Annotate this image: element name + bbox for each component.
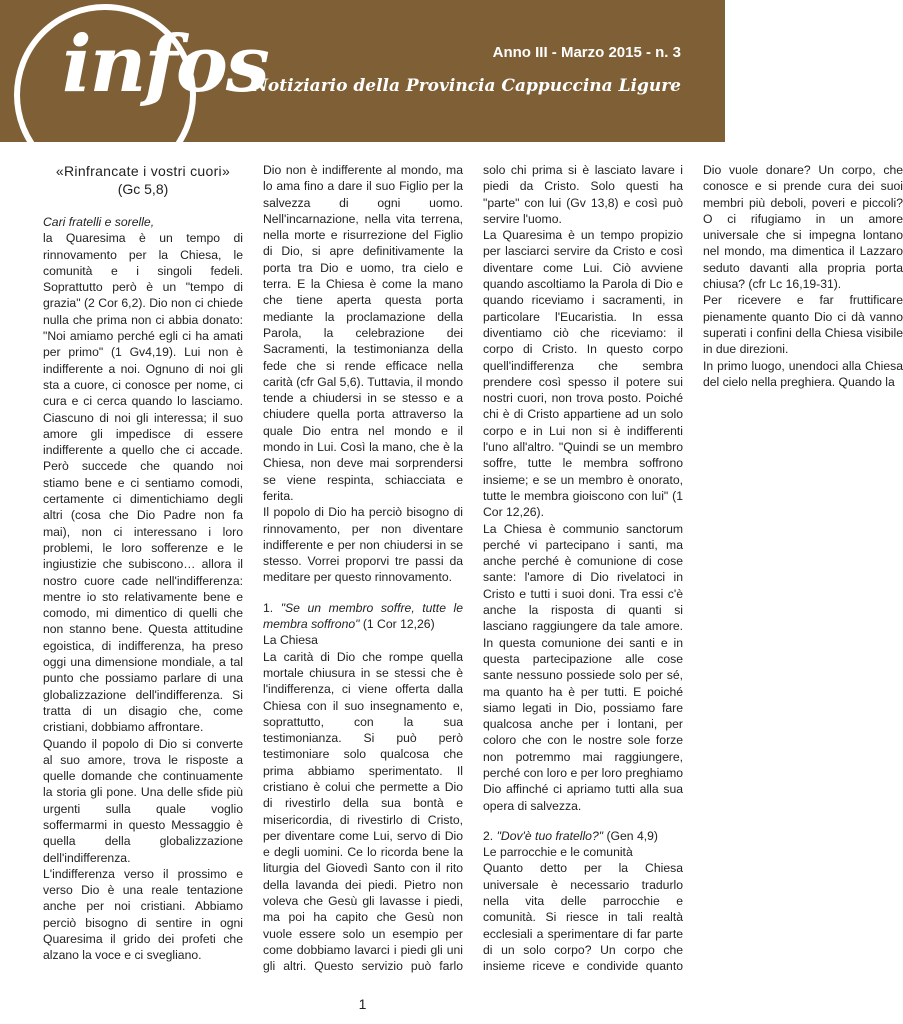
section-heading-1 xyxy=(263,600,463,633)
masthead xyxy=(0,0,725,142)
page-number: 1 xyxy=(358,996,367,1012)
section-ref: (Gen 4,9) xyxy=(603,828,658,843)
section-subheading: Le parrocchie e le comunità xyxy=(483,845,633,860)
article-title-main: «Rinfrancate i vostri cuori» xyxy=(55,163,231,179)
article-title-ref: (Gc 5,8) xyxy=(117,181,169,197)
paragraph: La Chiesa è communio sanctorum perché vi partecipano i santi, ma anche perché è comunione di cose sante: l'amore di Dio rivelatoci in Cristo e tutti i suoi doni. Tra essi c'è anche la risposta di quanti si lasciano raggiungere da tale amore. In questa comunione dei santi e in questa partecipazione alle cose sante nessuno possiede solo per sé, ma quanto ha è per tutti. E poiché siamo legati in Dio, possiamo fare qualcosa anche per i lontani, per coloro che con le nostre sole forze non potremmo mai raggiungere, perché con loro e per loro preghiamo Dio affinché ci apriamo tutti alla sua opera di salvezza. xyxy=(483,521,683,813)
newsletter-subtitle: Notiziario della Provincia Cappuccina Ligure xyxy=(252,76,681,96)
paragraph: Quando il popolo di Dio si converte al suo amore, trova le risposte a quelle domande che continuamente la storia gli pone. Una delle sfide più urgenti sulla quale voglio soffermarmi in questo Messaggio è quella della globalizzazione dell'indifferenza. xyxy=(43,736,243,865)
section-quote: "Se un membro soffre, tutte le membra soffrono" xyxy=(263,600,463,632)
paragraph: Per ricevere e far fruttificare pienamente quanto Dio ci dà vanno superati i confini della Chiesa visibile in due direzioni. xyxy=(703,293,903,357)
paragraph: la Quaresima è un tempo di rinnovamento per la Chiesa, le comunità e i singoli fedeli. Soprattutto però è un "tempo di grazia" (2 Cor 6,2). Dio non ci chiede nulla che prima non ci abbia donato: "Noi amiamo perché egli ci ha amati per primo" (1 Gv4,19). Lui non è indifferente a noi. Ognuno di noi gli sta a cuore, ci conosce per nome, ci cura e ci cerca quando lo lasciamo. Ciascuno di noi gli interessa; il suo amore gli impedisce di essere indifferente a quello che ci accade. Però succede che quando noi stiamo bene e ci sentiamo comodi, certamente ci dimentichiamo degli altri (cosa che Dio Padre non fa mai), non ci interessano i loro problemi, le loro sofferenze e le ingiustizie che subiscono… allora il nostro cuore cade nell'indifferenza: mentre io sto relativamente bene e comodo, mi dimentico di quelli che non stanno bene. Questa attitudine egoistica, di indifferenza, ha preso oggi una dimensione mondiale, a tal punto che possiamo parlare di una globalizzazione dell'indifferenza. Si tratta di un disagio che, come cristiani, dobbiamo affrontare. xyxy=(43,231,243,735)
paragraph: La carità di Dio che rompe quella mortale chiusura in se stessi che è l'indifferenza, ci viene offerta dalla Chiesa con il suo insegnamento e, soprattutto, con la sua testimonianza. Si può però testimoniare solo qualcosa che prima abbiamo sperimentato. Il cristiano è colui che permette a Dio di rivestirlo della sua bontà e misericordia, di rivestirlo di Cristo, per diventare come Lui, servo di Dio e degli uomini. Ce lo ricorda bene la liturgia del Giovedì Santo con il rito della lavanda dei piedi. Pietro non voleva che Gesù gli lavasse i piedi, ma poi ha capito che Gesù non vuole essere solo un esempio per come dobbiamo lavarci i piedi gli uni gli altri. Questo servizio può farlo solo chi prima si è lasciato lavare i piedi da Cristo. Solo questi ha "parte" con lui (Gv 13,8) e così può servire l'uomo. xyxy=(263,163,683,974)
salutation: Cari fratelli e sorelle, xyxy=(43,215,155,229)
section-number: 2. xyxy=(483,828,497,843)
paragraph: L'indifferenza verso il prossimo e verso Dio è una reale tentazione anche per noi cristiani. Abbiamo perciò bisogno di sentire in ogni Quaresima il grido dei profeti che alzano la voce e ci svegliano. xyxy=(43,866,243,963)
paragraph: Dio non è indifferente al mondo, ma lo ama fino a dare il suo Figlio per la salvezza di ogni uomo. Nell'incarnazione, nella vita terrena, nella morte e risurrezione del Figlio di Dio, si apre definitivamente la porta tra Dio e uomo, tra cielo e terra. E la Chiesa è come la mano che tiene aperta questa porta mediante la proclamazione della Parola, la celebrazione dei Sacramenti, la testimonianza della fede che si rende efficace nella carità (cfr Gal 5,6). Tuttavia, il mondo tende a chiudersi in se stesso e a chiudere quella porta attraverso la quale Dio entra nel mondo e il mondo in Lui. Così la mano, che è la Chiesa, non deve mai sorprendersi se viene respinta, schiacciata e ferita. xyxy=(263,163,463,503)
section-number: 1. xyxy=(263,600,281,615)
article-title xyxy=(43,162,243,198)
logo: infos xyxy=(62,19,268,110)
paragraph: Quanto detto per la Chiesa universale è necessario tradurlo nella vita delle parrocchie e comunità. Si riesce in tali realtà ecclesiali a sperimentare di far parte di un solo corpo? Un corpo che insieme riceve e condivide quanto Dio vuole donare? Un corpo, che conosce e si prende cura dei suoi membri più deboli, poveri e piccoli? O ci rifugiamo in un amore universale che si impegna lontano nel mondo, ma dimentica il Lazzaro seduto davanti alla propria porta chiusa? (cfr Lc 16,19-31). xyxy=(483,163,903,974)
section-quote: "Dov'è tuo fratello?" xyxy=(496,828,604,843)
section-subheading: La Chiesa xyxy=(263,633,318,648)
paragraph: Il popolo di Dio ha perciò bisogno di rinnovamento, per non diventare indifferente e per non chiudersi in se stesso. Vorrei proporvi tre passi da meditare per questo rinnovamento. xyxy=(263,505,463,585)
article-body xyxy=(43,162,903,990)
issue-info: Anno III - Marzo 2015 - n. 3 xyxy=(492,44,681,61)
section-heading-2 xyxy=(483,828,683,844)
section-ref: (1 Cor 12,26) xyxy=(359,617,435,632)
paragraph: La Quaresima è un tempo propizio per lasciarci servire da Cristo e così diventare come Lui. Ciò avviene quando ascoltiamo la Parola di Dio e quando riceviamo i sacramenti, in particolare l'Eucaristia. In essa diventiamo ciò che riceviamo: il corpo di Cristo. In questo corpo quell'indifferenza che sembra prendere così spesso il potere sui nostri cuori, non trova posto. Poiché chi è di Cristo appartiene ad un solo corpo e in Lui non si è indifferenti l'uno all'altro. "Quindi se un membro soffre, tutte le membra soffrono insieme; e se un membro è onorato, tutte le membra gioiscono con lui" (1 Cor 12,26). xyxy=(483,228,683,520)
paragraph: In primo luogo, unendoci alla Chiesa del cielo nella preghiera. Quando la xyxy=(703,358,903,389)
